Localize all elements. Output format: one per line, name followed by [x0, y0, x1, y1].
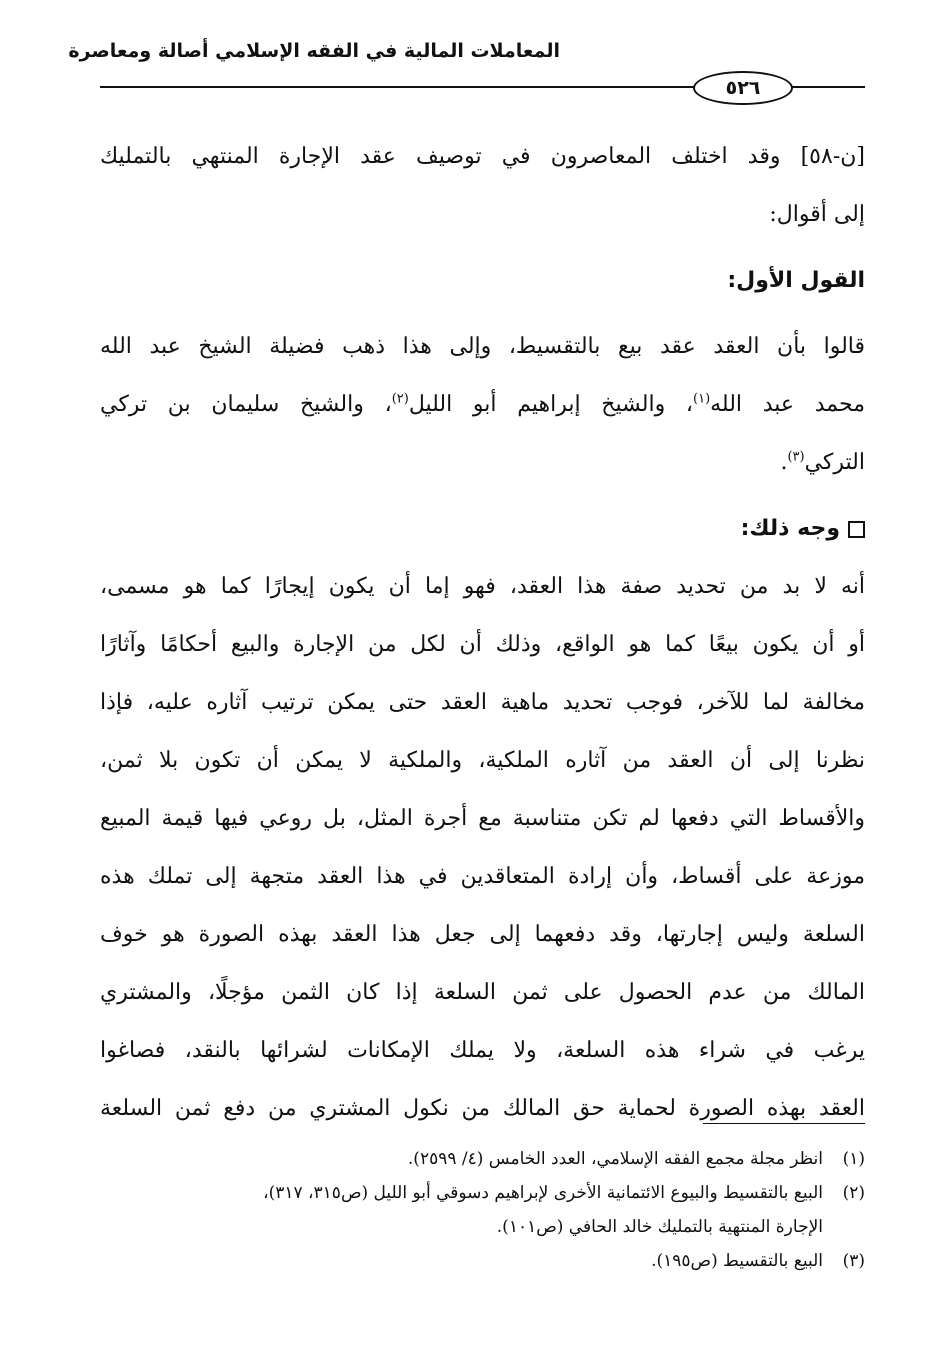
paragraph-line: أو أن يكون بيعًا كما هو الواقع، وذلك أن لكل من الإجارة والبيع أحكامًا وآثارًا	[100, 632, 865, 657]
paragraph-line: والأقساط التي دفعها لم تكن متناسبة مع أجرة المثل، بل روعي فيها قيمة المبيع	[100, 806, 865, 831]
paragraph-line: إلى أقوال:	[769, 202, 865, 227]
paragraph-line: [ن-٥٨] وقد اختلف المعاصرون في توصيف عقد الإجارة المنتهي بالتمليك	[100, 144, 865, 169]
paragraph-line: مخالفة لما للآخر، فوجب تحديد ماهية العقد حتى يمكن ترتيب آثاره عليه، فإذا	[100, 690, 865, 715]
body-text	[100, 128, 865, 1138]
footnote-text: البيع بالتقسيط (ص١٩٥).	[651, 1251, 823, 1271]
footnote	[100, 1244, 865, 1278]
line-segment: التركي	[804, 450, 865, 475]
footnote-ref: (٣)	[787, 449, 805, 465]
end-mark: .	[780, 450, 788, 475]
line-segment: ، والشيخ سليمان بن تركي	[100, 392, 392, 417]
running-title: المعاملات المالية في الفقه الإسلامي أصالة ومعاصرة	[68, 40, 560, 62]
heading-text: وجه ذلك:	[740, 516, 840, 541]
footnote-ref: (٢)	[391, 391, 409, 407]
paragraph-line: قالوا بأن العقد عقد بيع بالتقسيط، وإلى هذا ذهب فضيلة الشيخ عبد الله	[100, 334, 865, 359]
paragraph-line: يرغب في شراء هذه السلعة، ولا يملك الإمكانات لشرائها بالنقد، فصاغوا	[100, 1038, 865, 1063]
line-segment: محمد عبد الله	[710, 392, 865, 417]
line-segment: ، والشيخ إبراهيم أبو الليل	[408, 392, 693, 417]
footnote-number: (٢)	[842, 1183, 865, 1203]
paragraph-line: موزعة على أقساط، وأن إرادة المتعاقدين في هذا العقد متجهة إلى تملك هذه	[100, 864, 865, 889]
footnote-separator	[703, 1123, 865, 1124]
footnote	[100, 1176, 865, 1210]
page-number: ٥٢٦	[693, 71, 793, 105]
paragraph-line	[100, 376, 865, 434]
footnote-continuation: الإجارة المنتهية بالتمليك خالد الحافي (ص١٠١).	[496, 1217, 823, 1237]
paragraph-line: أنه لا بد من تحديد صفة هذا العقد، فهو إما أن يكون إيجارًا كما هو مسمى،	[100, 574, 865, 599]
paragraph-line: نظرنا إلى أن العقد من آثاره الملكية، والملكية لا يمكن أن تكون بلا ثمن،	[100, 748, 865, 773]
section-heading	[100, 500, 865, 558]
paragraph-line: السلعة وليس إجارتها، وقد دفعهما إلى جعل هذا العقد بهذه الصورة هو خوف	[100, 922, 865, 947]
footnote-text: البيع بالتقسيط والبيوع الائتمانية الأخرى لإبراهيم دسوقي أبو الليل (ص٣١٥، ٣١٧)،	[263, 1183, 823, 1203]
paragraph-line	[100, 434, 865, 492]
footnote-number: (٣)	[842, 1251, 865, 1271]
footnote-text: انظر مجلة مجمع الفقه الإسلامي، العدد الخامس (٤/ ٢٥٩٩).	[407, 1149, 823, 1169]
checkbox-icon	[848, 521, 865, 538]
footnote-ref: (١)	[693, 391, 711, 407]
section-heading: القول الأول:	[727, 268, 865, 293]
footnotes	[100, 1142, 865, 1278]
footnote	[100, 1142, 865, 1176]
paragraph-line: العقد بهذه الصورة لحماية حق المالك من نكول المشتري من دفع ثمن السلعة	[100, 1096, 865, 1121]
paragraph-line: المالك من عدم الحصول على ثمن السلعة إذا كان الثمن مؤجلًا، والمشتري	[100, 980, 865, 1005]
footnote-number: (١)	[842, 1149, 865, 1169]
